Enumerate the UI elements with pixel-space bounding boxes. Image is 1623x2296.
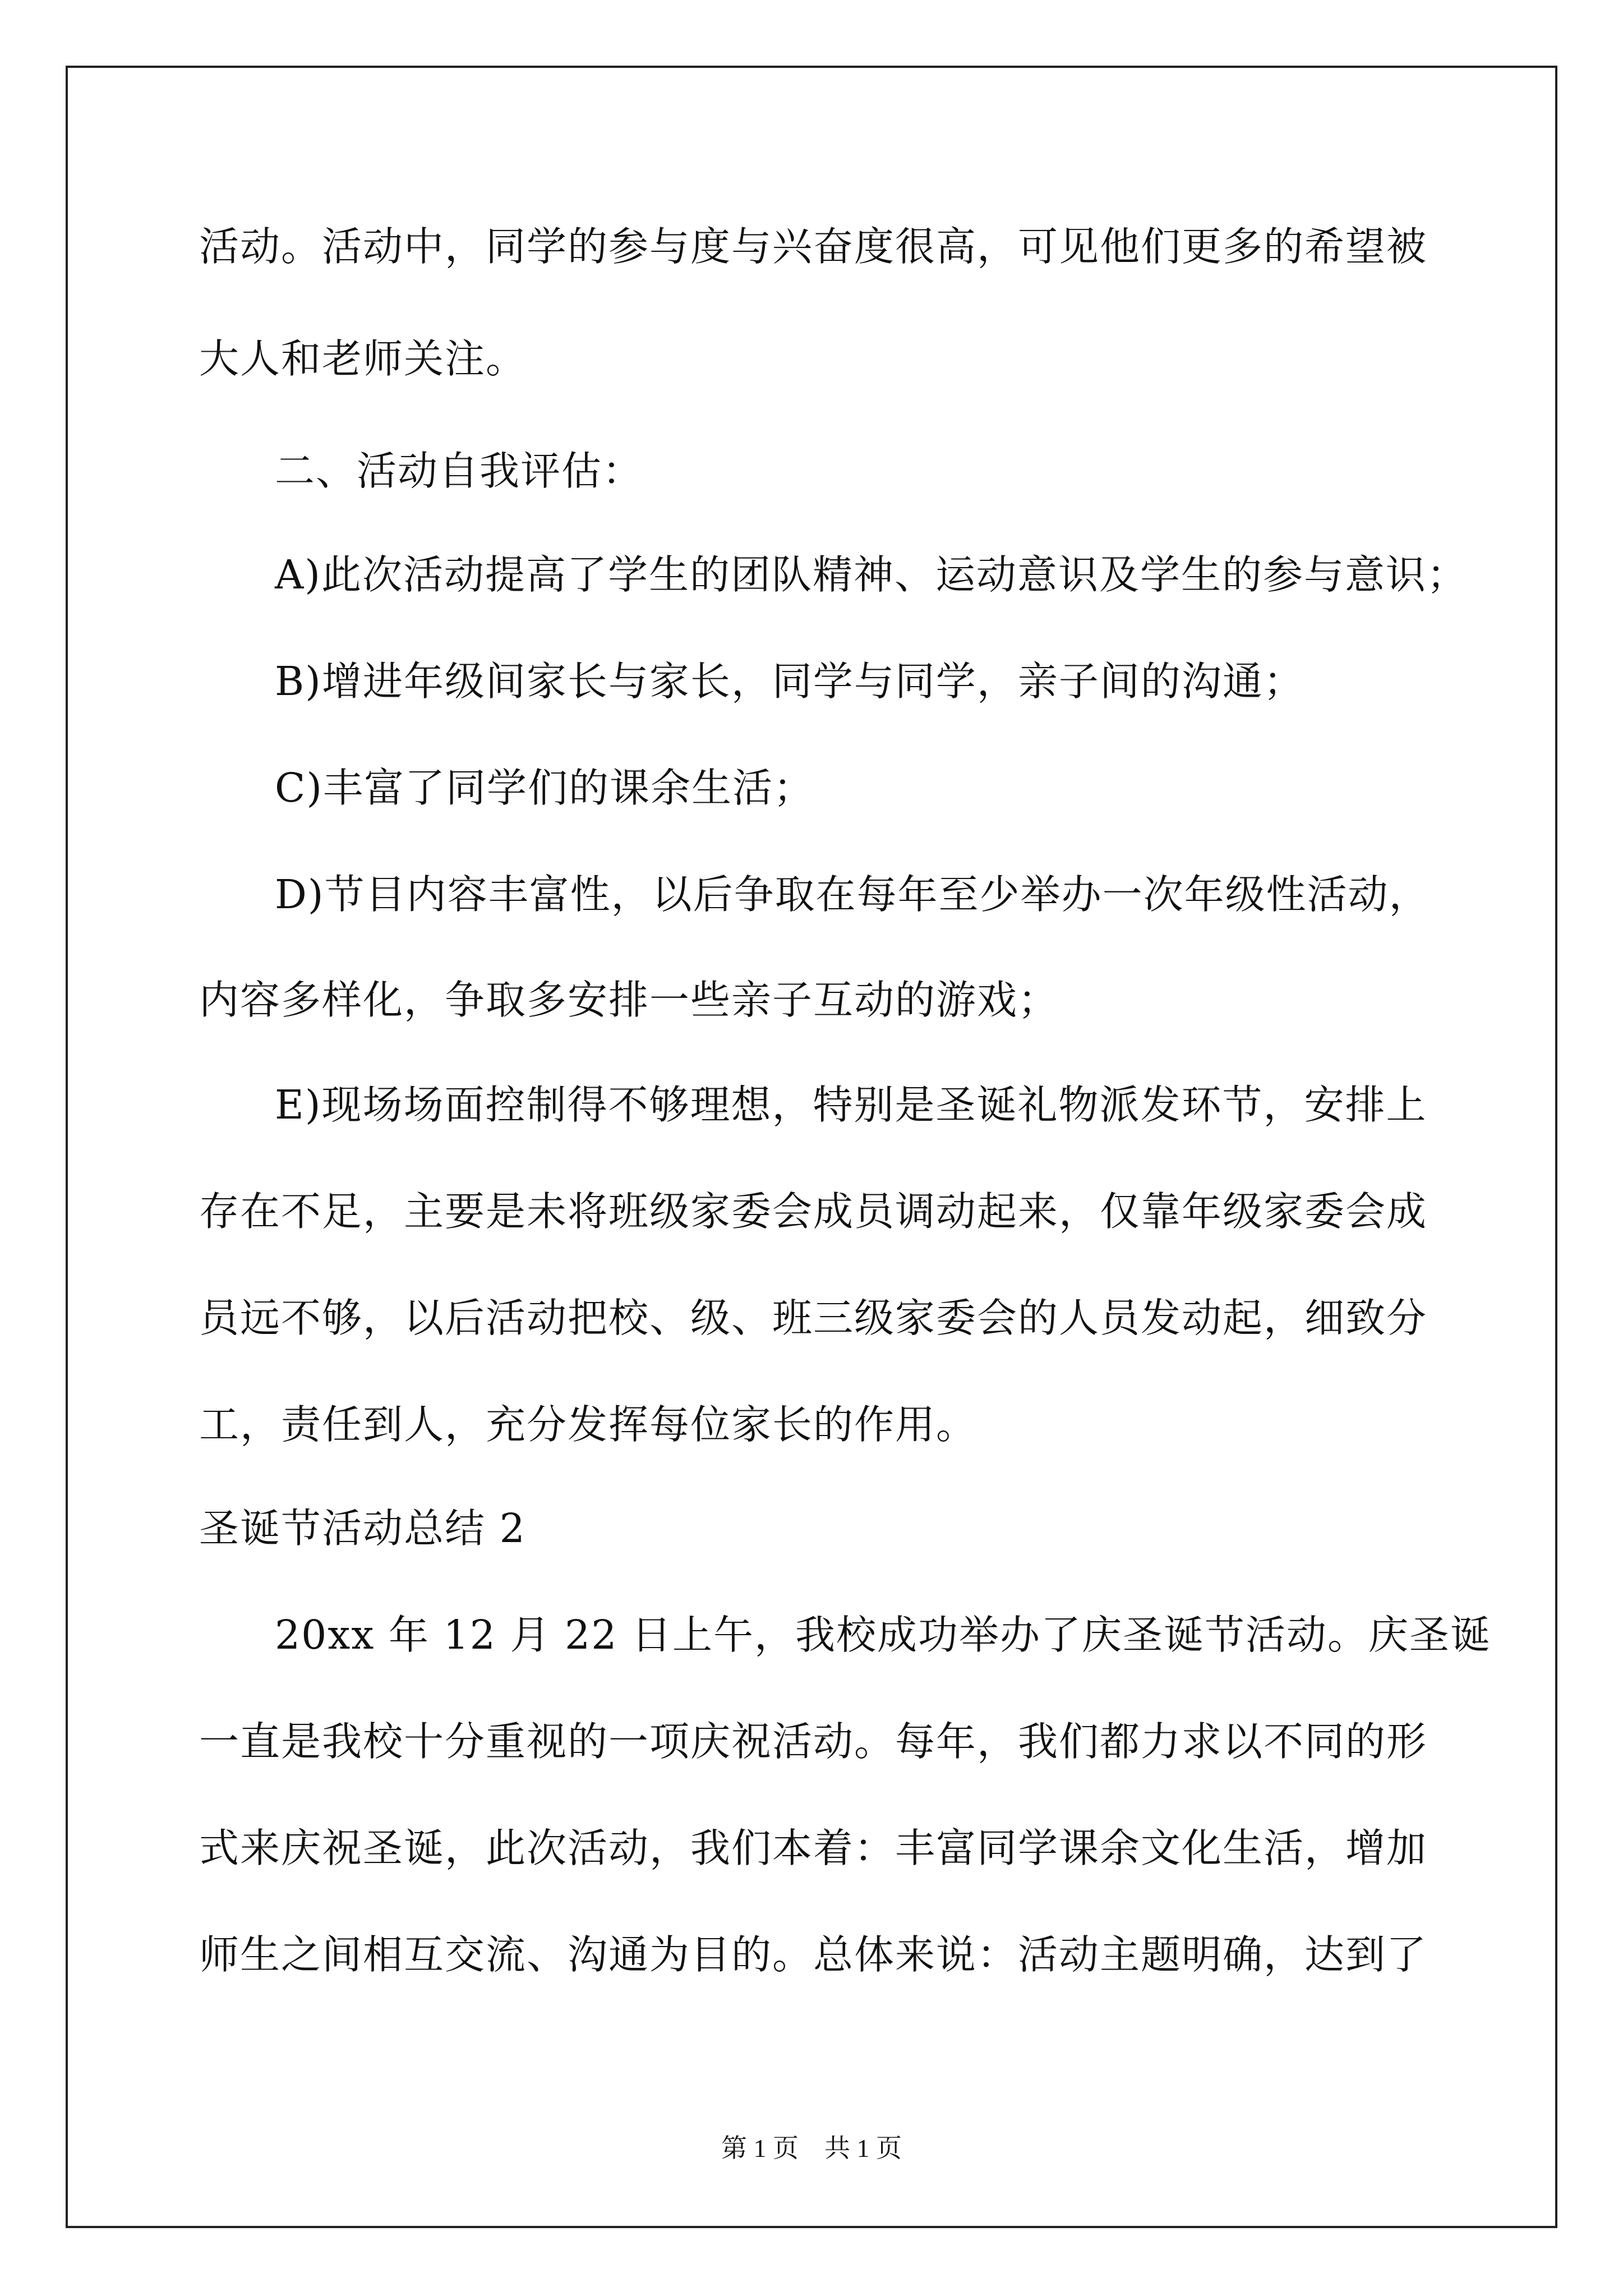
- paragraph-line: 20xx 年 12 月 22 日上午，我校成功举办了庆圣诞节活动。庆圣诞: [275, 1612, 1491, 1658]
- paragraph-line: 一直是我校十分重视的一项庆祝活动。每年，我们都力求以不同的形: [199, 1718, 1428, 1765]
- list-item: C)丰富了同学们的课余生活；: [275, 765, 815, 811]
- section-title: 圣诞节活动总结 2: [199, 1505, 526, 1552]
- page-border: [66, 66, 1557, 2228]
- paragraph-line: 大人和老师关注。: [199, 335, 527, 382]
- paragraph-line: 活动。活动中，同学的参与度与兴奋度很高，可见他们更多的希望被: [199, 223, 1428, 270]
- list-item: A)此次活动提高了学生的团队精神、运动意识及学生的参与意识；: [275, 551, 1468, 598]
- paragraph-line: 员远不够，以后活动把校、级、班三级家委会的人员发动起，细致分: [199, 1295, 1428, 1341]
- paragraph-line: 存在不足，主要是未将班级家委会成员调动起来，仅靠年级家委会成: [199, 1188, 1428, 1235]
- list-item: E)现场场面控制得不够理想，特别是圣诞礼物派发环节，安排上: [275, 1082, 1427, 1128]
- list-item: B)增进年级间家长与家长，同学与同学，亲子间的沟通；: [275, 658, 1304, 705]
- list-item: D)节目内容丰富性，以后争取在每年至少举办一次年级性活动，: [275, 871, 1430, 918]
- paragraph-line: 工，责任到人，充分发挥每位家长的作用。: [199, 1401, 978, 1448]
- paragraph-line: 师生之间相互交流、沟通为目的。总体来说：活动主题明确，达到了: [199, 1931, 1428, 1978]
- paragraph-line: 式来庆祝圣诞，此次活动，我们本着：丰富同学课余文化生活，增加: [199, 1825, 1428, 1871]
- paragraph-line: 内容多样化，争取多安排一些亲子互动的游戏；: [199, 977, 1059, 1023]
- section-heading: 二、活动自我评估：: [275, 448, 644, 494]
- page-number: 第 1 页 共 1 页: [721, 2134, 902, 2162]
